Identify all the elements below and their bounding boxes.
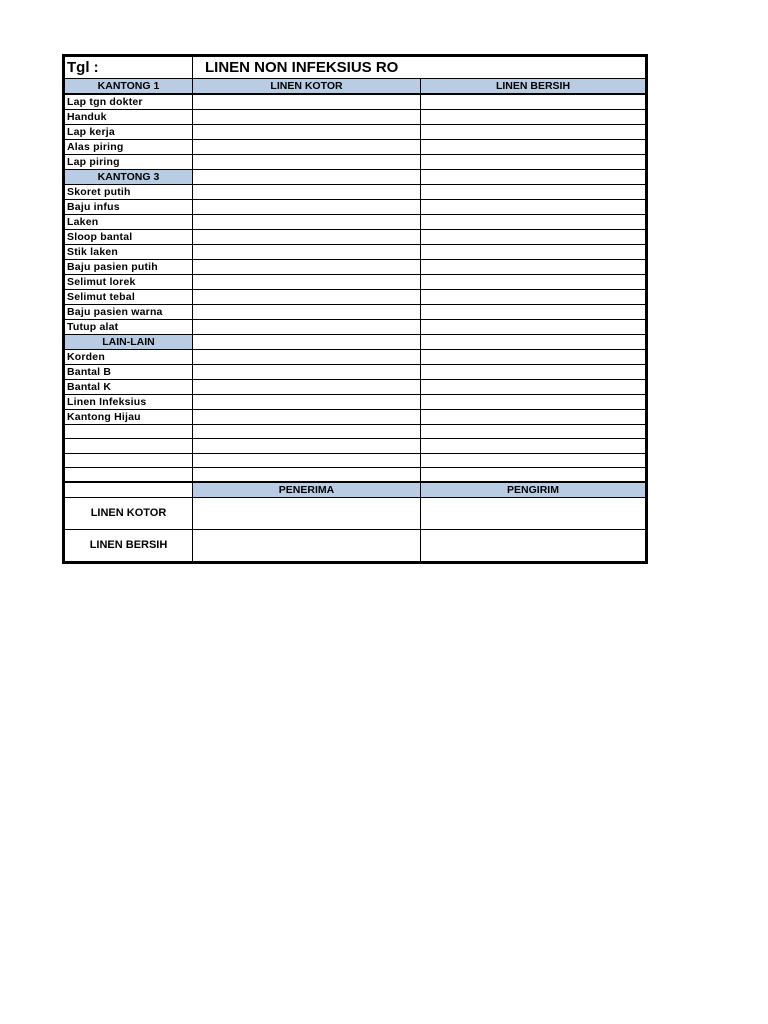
linen-bersih-cell[interactable]: [421, 290, 646, 305]
linen-bersih-cell[interactable]: [421, 110, 646, 125]
linen-bersih-cell[interactable]: [421, 125, 646, 140]
item-label: Bantal B: [65, 365, 193, 380]
penerima-signature-cell[interactable]: [193, 529, 421, 561]
linen-bersih-cell[interactable]: [421, 200, 646, 215]
linen-bersih-cell[interactable]: [421, 230, 646, 245]
linen-kotor-cell[interactable]: [193, 94, 421, 110]
table-row: [65, 230, 646, 245]
item-label: Sloop bantal: [65, 230, 193, 245]
linen-kotor-cell[interactable]: [193, 365, 421, 380]
linen-bersih-cell[interactable]: [421, 185, 646, 200]
pengirim-signature-cell[interactable]: [421, 497, 646, 529]
signature-corner: [65, 482, 193, 498]
item-label: Baju pasien warna: [65, 305, 193, 320]
linen-kotor-cell[interactable]: [193, 230, 421, 245]
table-row: [65, 215, 646, 230]
linen-kotor-cell[interactable]: [193, 140, 421, 155]
linen-kotor-cell[interactable]: [193, 110, 421, 125]
linen-bersih-cell[interactable]: [421, 410, 646, 425]
section-row: [65, 170, 646, 185]
linen-bersih-cell[interactable]: [421, 453, 646, 467]
linen-bersih-cell[interactable]: [421, 380, 646, 395]
item-label: Kantong Hijau: [65, 410, 193, 425]
linen-bersih-cell[interactable]: [421, 395, 646, 410]
table-row: [65, 185, 646, 200]
form-title: LINEN NON INFEKSIUS RO: [193, 57, 646, 79]
empty-row: [65, 439, 646, 453]
title-row: [65, 57, 646, 79]
linen-bersih-cell[interactable]: [421, 245, 646, 260]
linen-kotor-cell[interactable]: [193, 425, 421, 439]
linen-kotor-cell[interactable]: [193, 245, 421, 260]
linen-bersih-cell[interactable]: [421, 155, 646, 170]
linen-kotor-cell[interactable]: [193, 453, 421, 467]
table-row: [65, 245, 646, 260]
empty-row: [65, 453, 646, 467]
table-row: [65, 410, 646, 425]
item-label-empty[interactable]: [65, 425, 193, 439]
linen-bersih-cell[interactable]: [421, 335, 646, 350]
table-row: [65, 125, 646, 140]
item-label: Laken: [65, 215, 193, 230]
table-row: [65, 395, 646, 410]
section-lain-lain: LAIN-LAIN: [65, 335, 193, 350]
table-row: [65, 260, 646, 275]
linen-kotor-cell[interactable]: [193, 335, 421, 350]
linen-kotor-cell[interactable]: [193, 410, 421, 425]
table-row: [65, 380, 646, 395]
signature-label-linen-kotor: LINEN KOTOR: [65, 497, 193, 529]
linen-bersih-cell[interactable]: [421, 439, 646, 453]
linen-kotor-cell[interactable]: [193, 320, 421, 335]
item-label: Korden: [65, 350, 193, 365]
linen-kotor-cell[interactable]: [193, 439, 421, 453]
item-label: Baju pasien putih: [65, 260, 193, 275]
table-row: [65, 155, 646, 170]
linen-bersih-cell[interactable]: [421, 305, 646, 320]
pengirim-signature-cell[interactable]: [421, 529, 646, 561]
header-kantong-1: KANTONG 1: [65, 79, 193, 95]
table-row: [65, 350, 646, 365]
item-label: Alas piring: [65, 140, 193, 155]
item-label: Stik laken: [65, 245, 193, 260]
linen-table: [64, 56, 646, 562]
item-label: Skoret putih: [65, 185, 193, 200]
linen-bersih-cell[interactable]: [421, 170, 646, 185]
linen-bersih-cell[interactable]: [421, 350, 646, 365]
header-linen-bersih: LINEN BERSIH: [421, 79, 646, 95]
item-label-empty[interactable]: [65, 439, 193, 453]
header-pengirim: PENGIRIM: [421, 482, 646, 498]
linen-kotor-cell[interactable]: [193, 185, 421, 200]
linen-kotor-cell[interactable]: [193, 215, 421, 230]
linen-kotor-cell[interactable]: [193, 350, 421, 365]
table-row: [65, 305, 646, 320]
linen-bersih-cell[interactable]: [421, 365, 646, 380]
item-label: Bantal K: [65, 380, 193, 395]
empty-row: [65, 425, 646, 439]
linen-kotor-cell[interactable]: [193, 260, 421, 275]
item-label: Tutup alat: [65, 320, 193, 335]
tgl-label: Tgl :: [65, 57, 193, 79]
linen-kotor-cell[interactable]: [193, 395, 421, 410]
linen-kotor-cell[interactable]: [193, 275, 421, 290]
signature-label-linen-bersih: LINEN BERSIH: [65, 529, 193, 561]
linen-kotor-cell[interactable]: [193, 305, 421, 320]
header-penerima: PENERIMA: [193, 482, 421, 498]
item-label: Selimut lorek: [65, 275, 193, 290]
linen-bersih-cell[interactable]: [421, 260, 646, 275]
linen-bersih-cell[interactable]: [421, 425, 646, 439]
item-label: Lap tgn dokter: [65, 94, 193, 110]
linen-bersih-cell[interactable]: [421, 140, 646, 155]
item-label-empty[interactable]: [65, 453, 193, 467]
linen-bersih-cell[interactable]: [421, 275, 646, 290]
table-row: [65, 290, 646, 305]
item-label: Baju infus: [65, 200, 193, 215]
table-row: [65, 200, 646, 215]
item-label: Lap kerja: [65, 125, 193, 140]
table-row: [65, 94, 646, 110]
item-label: Handuk: [65, 110, 193, 125]
penerima-signature-cell[interactable]: [193, 497, 421, 529]
linen-kotor-cell[interactable]: [193, 380, 421, 395]
linen-kotor-cell[interactable]: [193, 170, 421, 185]
linen-bersih-cell[interactable]: [421, 94, 646, 110]
linen-kotor-cell[interactable]: [193, 467, 421, 481]
linen-bersih-cell[interactable]: [421, 215, 646, 230]
signature-row: [65, 529, 646, 561]
table-row: [65, 365, 646, 380]
signature-header-row: [65, 482, 646, 498]
linen-kotor-cell[interactable]: [193, 290, 421, 305]
empty-row: [65, 467, 646, 481]
table-row: [65, 275, 646, 290]
table-row: [65, 110, 646, 125]
table-row: [65, 140, 646, 155]
linen-kotor-cell[interactable]: [193, 125, 421, 140]
linen-form: [62, 54, 648, 564]
item-label-empty[interactable]: [65, 467, 193, 481]
linen-bersih-cell[interactable]: [421, 467, 646, 481]
section-kantong-3: KANTONG 3: [65, 170, 193, 185]
linen-kotor-cell[interactable]: [193, 155, 421, 170]
linen-bersih-cell[interactable]: [421, 320, 646, 335]
header-linen-kotor: LINEN KOTOR: [193, 79, 421, 95]
item-label: Linen Infeksius: [65, 395, 193, 410]
signature-row: [65, 497, 646, 529]
table-row: [65, 320, 646, 335]
column-header-row: [65, 79, 646, 95]
item-label: Lap piring: [65, 155, 193, 170]
section-row: [65, 335, 646, 350]
item-label: Selimut tebal: [65, 290, 193, 305]
linen-kotor-cell[interactable]: [193, 200, 421, 215]
